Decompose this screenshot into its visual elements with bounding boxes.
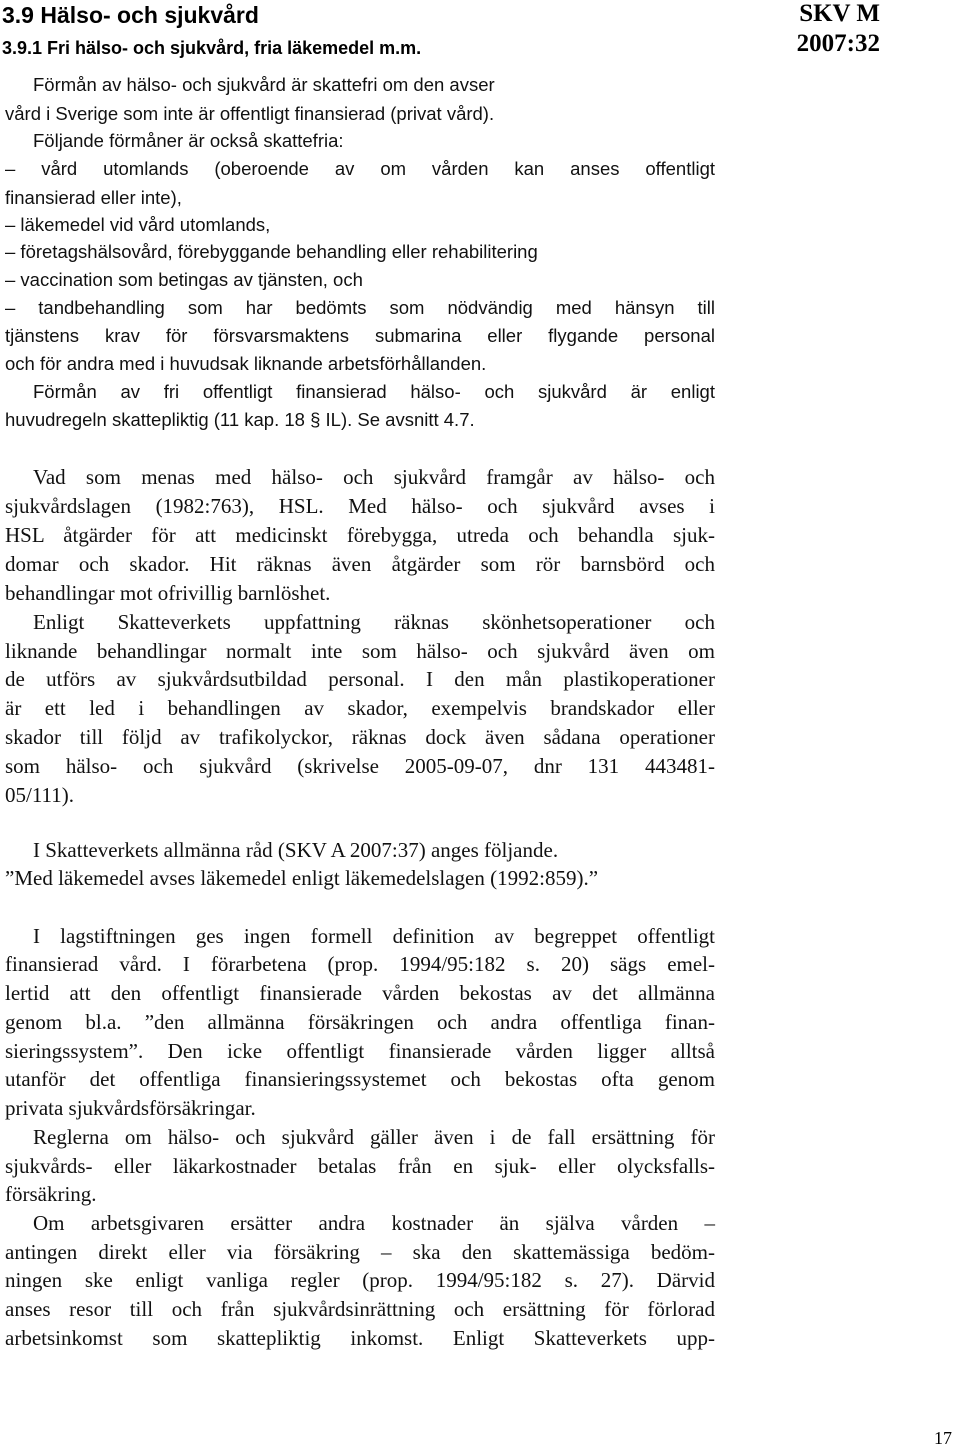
boxed-line: Följande förmåner är också skattefria: [33,130,344,151]
advice-line: I Skatteverkets allmänna råd (SKV A 2007:37) anges följande. [33,838,559,862]
body-line: genom bl.a. ”den allmänna försäkringen och andra offentliga finan- [5,1010,715,1034]
boxed-line: och för andra med i huvudsak liknande arbetsförhållanden. [5,353,487,374]
body-line: Om arbetsgivaren ersätter andra kostnader än själva vården – [33,1211,715,1235]
body-line: Reglerna om hälso- och sjukvård gäller även i de fall ersättning för [33,1125,715,1149]
body-line: privata sjukvårdsförsäkringar. [5,1096,256,1120]
body-line: sieringssystem”. Den icke offentligt finansierade vården ligger alltså [5,1039,715,1063]
doc-tag-series: SKV M [799,0,880,27]
boxed-line: vård i Sverige som inte är offentligt finansierad (privat vård). [5,103,495,124]
body-line: 05/111). [5,783,75,807]
body-line: sjukvårds- eller läkarkostnader betalas från en sjuk- eller olycksfalls- [5,1154,715,1178]
body-line: finansierad vård. I förarbetena (prop. 1994/95:182 s. 20) sägs emel- [5,952,715,976]
boxed-line: – läkemedel vid vård utomlands, [5,214,271,235]
body-line: arbetsinkomst som skattepliktig inkomst. Enligt Skatteverkets upp- [5,1326,715,1350]
body-line: utanför det offentliga finansieringssystemet och bekostas ofta genom [5,1067,715,1091]
boxed-line: – företagshälsovård, förebyggande behandling eller rehabilitering [5,241,538,262]
body-line: liknande behandlingar normalt inte som hälso- och sjukvård även om [5,639,715,663]
body-line: lertid att den offentligt finansierade vården bekostas av det allmänna [5,981,715,1005]
body-line: Vad som menas med hälso- och sjukvård framgår av hälso- och [33,465,715,489]
boxed-line: Förmån av hälso- och sjukvård är skattefri om den avser [33,74,495,95]
body-line: antingen direkt eller via försäkring – ska den skattemässiga bedöm- [5,1240,715,1264]
body-line: är ett led i behandlingen av skador, exempelvis brandskador eller [5,696,715,720]
body-line: sjukvårdslagen (1982:763), HSL. Med hälso- och sjukvård avses i [5,494,715,518]
boxed-line: huvudregeln skattepliktig (11 kap. 18 § IL). Se avsnitt 4.7. [5,409,475,430]
body-line: Enligt Skatteverkets uppfattning räknas skönhetsoperationer och [33,610,715,634]
boxed-line: finansierad eller inte), [5,187,182,208]
body-line: ningen ske enligt vanliga regler (prop. 1994/95:182 s. 27). Därvid [5,1268,715,1292]
body-line: de utförs av sjukvårdsutbildad personal. I den mån plastikoperationer [5,667,715,691]
body-line: skador till följd av trafikolyckor, räknas dock även sådana operationer [5,725,715,749]
body-line: HSL åtgärder för att medicinskt förebygga, utreda och behandla sjuk- [5,523,715,547]
boxed-line: tjänstens krav för försvarsmaktens submarina eller flygande personal [5,325,715,346]
section-heading: 3.9 Hälso- och sjukvård [2,2,259,28]
subsection-heading: 3.9.1 Fri hälso- och sjukvård, fria läkemedel m.m. [2,38,422,58]
boxed-line: – vård utomlands (oberoende av om vården kan anses offentligt [5,158,715,179]
boxed-line: – vaccination som betingas av tjänsten, och [5,269,363,290]
body-line: behandlingar mot ofrivillig barnlöshet. [5,581,331,605]
page-number: 17 [934,1428,952,1448]
boxed-line: Förmån av fri offentligt finansierad hälso- och sjukvård är enligt [33,381,715,402]
body-line: I lagstiftningen ges ingen formell definition av begreppet offentligt [33,924,715,948]
body-line: anses resor till och från sjukvårdsinrättning och ersättning för förlorad [5,1297,715,1321]
body-line: försäkring. [5,1182,97,1206]
doc-tag-number: 2007:32 [796,30,880,57]
boxed-line: – tandbehandling som har bedömts som nödvändig med hänsyn till [5,297,715,318]
body-line: domar och skador. Hit räknas även åtgärder som rör barnsbörd och [5,552,715,576]
body-line: som hälso- och sjukvård (skrivelse 2005-09-07, dnr 131 443481- [5,754,715,778]
advice-line: ”Med läkemedel avses läkemedel enligt läkemedelslagen (1992:859).” [5,866,599,890]
